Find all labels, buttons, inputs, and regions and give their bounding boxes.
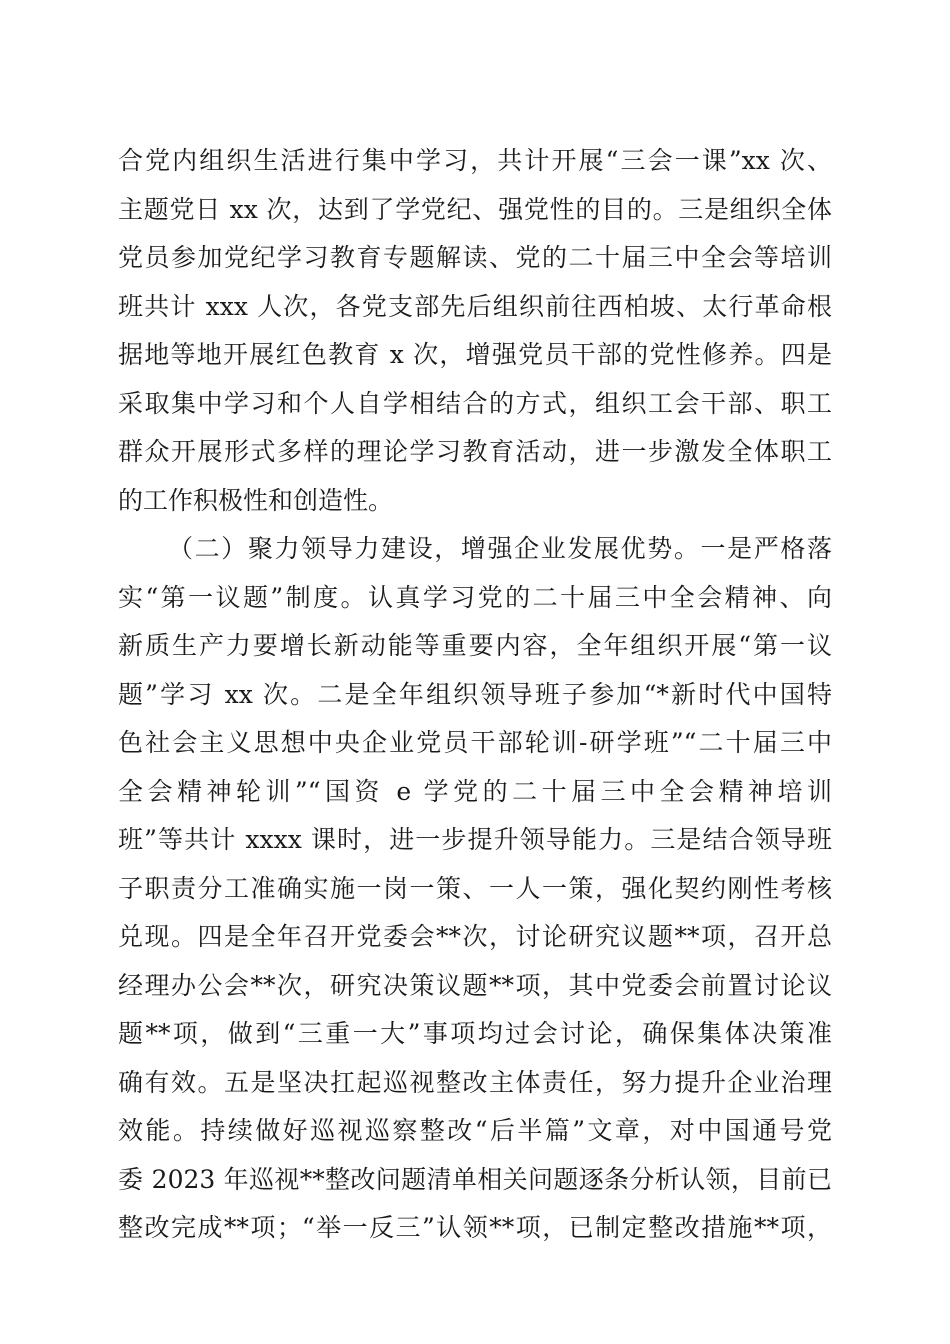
text-line: 据地等地开展红色教育 x 次，增强党员干部的党性修养。四是 bbox=[118, 340, 832, 369]
text-line: 实“第一议题”制度。认真学习党的二十届三中全会精神、向 bbox=[118, 582, 832, 612]
text-line: 效能。持续做好巡视巡察整改“后半篇”文章，对中国通号党 bbox=[118, 1116, 832, 1145]
text-line: 新质生产力要增长新动能等重要内容，全年组织开展“第一议 bbox=[118, 631, 832, 660]
text-line: 经理办公会**次，研究决策议题**项，其中党委会前置讨论议 bbox=[118, 970, 832, 1000]
text-line: 全会精神轮训”“国资 e 学党的二十届三中全会精神培训 bbox=[118, 776, 832, 806]
text-line: 色社会主义思想中央企业党员干部轮训-研学班”“二十届三中 bbox=[118, 728, 832, 757]
text-line: 子职责分工准确实施一岗一策、一人一策，强化契约刚性考核 bbox=[118, 873, 832, 903]
text-line: 班”等共计 xxxx 课时，进一步提升领导能力。三是结合领导班 bbox=[118, 825, 832, 854]
text-line: 党员参加党纪学习教育专题解读、党的二十届三中全会等培训 bbox=[118, 243, 832, 272]
text-line: 合党内组织生活进行集中学习，共计开展“三会一课”xx 次、 bbox=[118, 146, 832, 175]
section-heading-line: （二）聚力领导力建设，增强企业发展优势。一是严格落 bbox=[168, 534, 832, 563]
body-text bbox=[118, 137, 832, 1253]
text-line: 班共计 xxx 人次，各党支部先后组织前往西柏坡、太行革命根 bbox=[118, 291, 832, 321]
text-line: 委 2023 年巡视**整改问题清单相关问题逐条分析认领，目前已 bbox=[118, 1164, 832, 1194]
text-line: 确有效。五是坚决扛起巡视整改主体责任，努力提升企业治理 bbox=[118, 1067, 832, 1097]
text-line: 兑现。四是全年召开党委会**次，讨论研究议题**项，召开总 bbox=[118, 922, 832, 951]
text-line: 主题党日 xx 次，达到了学党纪、强党性的目的。三是组织全体 bbox=[118, 194, 832, 224]
text-line: 题”学习 xx 次。二是全年组织领导班子参加“*新时代中国特 bbox=[118, 679, 832, 709]
text-line: 的工作积极性和创造性。 bbox=[118, 485, 394, 515]
text-line: 题**项，做到“三重一大”事项均过会讨论，确保集体决策准 bbox=[118, 1019, 832, 1048]
text-line: 整改完成**项；“举一反三”认领**项，已制定整改措施**项， bbox=[118, 1213, 832, 1242]
text-line: 采取集中学习和个人自学相结合的方式，组织工会干部、职工 bbox=[118, 388, 832, 418]
text-line: 群众开展形式多样的理论学习教育活动，进一步激发全体职工 bbox=[118, 437, 832, 466]
